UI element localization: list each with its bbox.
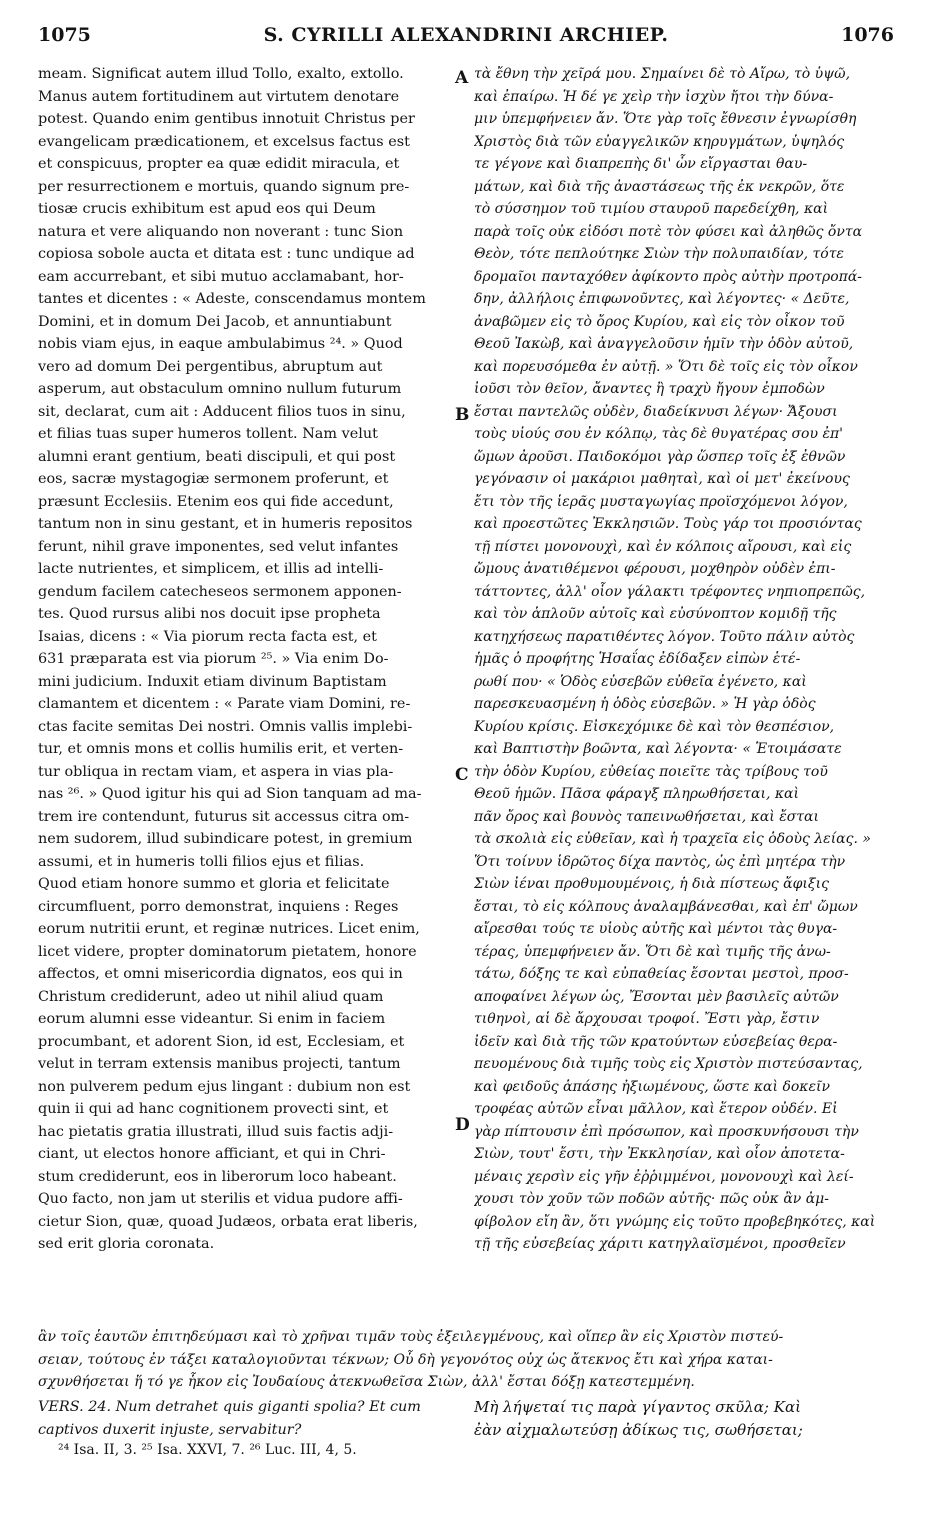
greek-line: ἰδεῖν καὶ διὰ τῆς τῶν κρατούντων εὐσεβείας θερα- [474,1033,838,1050]
verse-latin [38,1396,458,1441]
greek-line: ἡμᾶς ὁ προφήτης Ἡσαΐας ἐδίδαξεν εἰπὼν ἑτέ- [474,651,801,667]
greek-line: τάττοντες, ἀλλ' οἷον γάλακτι τρέφοντες νηπιοπρεπῶς, [474,583,866,600]
latin-line: mini judicium. Induxit etiam divinum Baptistam [38,673,387,690]
latin-line: Christum crediderunt, adeo ut nihil aliud quam [38,988,384,1005]
verse-greek-line: Μὴ λήψεταί τις παρὰ γίγαντος σκῦλα; Καὶ [474,1398,801,1416]
greek-line: τῇ πίστει μονονουχὶ, καὶ ἐν κόλποις αἴρουσι, καὶ εἰς [474,538,852,555]
latin-line: lacte nutrientes, et simplicem, et illis ad intelli- [38,561,384,577]
latin-line: affectos, et omni misericordia dignatos, eos qui in [38,966,403,982]
greek-line: ρωθί που· « Ὁδὸς εὐσεβῶν εὐθεῖα ἐγένετο, καὶ [474,673,807,690]
latin-line: Domini, et in domum Dei Jacob, et annuntiabunt [38,313,392,330]
greek-line: καὶ Βαπτιστὴν βοῶντα, καὶ λέγοντα· « Ἑτοιμάσατε [474,741,842,757]
latin-line: sit, declarat, cum ait : Adducent filios tuos in sinu, [38,403,406,420]
greek-line: παρὰ τοῖς οὐκ εἰδόσι ποτὲ τὸν φύσει καὶ ἀληθῶς ὄντα [474,223,863,240]
greek-line: τε γέγονε καὶ διαπρεπὴς δι' ὧν εἴργασται θαυ- [474,156,808,172]
latin-line: ferunt, nihil grave imponentes, sed velut infantes [38,538,399,555]
latin-line: copiosa sobole aucta et ditata est : tunc undique ad [38,246,415,262]
latin-line: 631 præparata est via piorum ²⁵. » Via enim Do- [38,651,389,667]
greek-line: Θεοῦ ἡμῶν. Πᾶσα φάραγξ πληρωθήσεται, καὶ [474,786,799,802]
latin-line: præsunt Ecclesiis. Etenim eos qui fide accedunt, [38,493,394,510]
latin-line: et conspicuus, propter ea quæ edidit miracula, et [38,156,400,172]
greek-line: τροφέας αὐτῶν εἶναι μᾶλλον, καὶ ἕτερον οὐδέν. Εἰ [474,1101,838,1117]
greek-bottom-line: ἂν τοῖς ἑαυτῶν ἐπιτηδεύμασι καὶ τὸ χρῆναι τιμᾶν τοὺς ἐξειλεγμένους, καὶ οἵπερ ἂν εἰς Χριστὸν πιστεύ- [38,1329,784,1345]
greek-line: Σιὼν, τουτ' ἔστι, τὴν Ἐκκλησίαν, καὶ οἷον ἀποτετα- [474,1146,845,1162]
greek-line: τῇ τῆς εὐσεβείας χάριτι κατηγλαϊσμένοι, προσθεῖεν [474,1236,846,1252]
latin-line: et filias tuas super humeros tollent. Nam velut [38,426,378,442]
greek-line: Ὅτι τοίνυν ἱδρῶτος δίχα παντὸς, ὡς ἐπὶ μητέρα τὴν [474,853,846,870]
latin-line: licet videre, propter dominatorum pietatem, honore [38,943,417,960]
greek-line: τέρας, ὑπεμφήνειεν ἄν. Ὅτι δὲ καὶ τιμῆς τῆς ἀνω- [474,943,831,960]
greek-line: Χριστὸς διὰ τῶν εὐαγγελικῶν κηρυγμάτων, ὑψηλός [474,133,845,150]
verse-latin-line: VERS. 24. Num detrahet quis giganti spolia? Et cum [38,1399,421,1415]
verse-greek [474,1396,898,1441]
latin-line: Quo facto, non jam ut sterilis et vidua pudore affi- [38,1191,403,1207]
greek-line: ἔσται παντελῶς οὐδὲν, διαδείκνυσι λέγων· Ἄξουσι [474,403,838,420]
latin-line: cietur Sion, quæ, quoad Judæos, orbata erat liberis, [38,1213,418,1230]
latin-line: evangelicam prædicationem, et excelsus factus est [38,133,410,150]
latin-line: meam. Significat autem illud Tollo, exalto, extollo. [38,66,404,82]
greek-line: αἴρεσθαι τούς τε υἱοὺς αὐτῆς καὶ μέντοι τὰς θυγα- [474,921,838,937]
greek-line: παρεσκευασμένη ἡ ὁδὸς εὐσεβῶν. » Ἡ γὰρ ὁδὸς [474,696,816,712]
latin-line: clamantem et dicentem : « Parate viam Domini, re- [38,696,411,712]
greek-line: Κυρίου κρίσις. Εἰσκεχόμικε δὲ καὶ τὸν θεσπέσιον, [474,718,835,735]
latin-line: ctas facite semitas Dei nostri. Omnis vallis implebi- [38,718,413,735]
greek-line: τὴν ὁδὸν Κυρίου, εὐθείας ποιεῖτε τὰς τρίβους τοῦ [474,763,828,780]
latin-line: per resurrectionem e mortuis, quando signum pre- [38,178,410,195]
margin-marker-b: B [455,405,470,425]
latin-line: vero ad domum Dei pergentibus, abruptum aut [38,358,383,375]
greek-line: δρομαῖοι πανταχόθεν ἀφίκοντο πρὸς αὐτὴν προτροπά- [474,268,863,285]
latin-line: Manus autem fortitudinem aut virtutem denotare [38,88,400,105]
greek-line: χουσι τὸν χοῦν τῶν ποδῶν αὐτῆς· πῶς οὐκ ἂν ἀμ- [474,1191,830,1207]
latin-line: potest. Quando enim gentibus innotuit Christus per [38,111,415,127]
greek-line: καὶ φειδοῦς ἁπάσης ἠξιωμένους, ὥστε καὶ δοκεῖν [474,1078,830,1095]
margin-marker-a: A [455,68,469,88]
greek-line: αποφαίνει λέγων ὡς, Ἔσονται μὲν βασιλεῖς αὐτῶν [474,988,839,1005]
greek-line: μάτων, καὶ διὰ τῆς ἀναστάσεως τῆς ἐκ νεκρῶν, ὅτε [474,178,845,195]
greek-full-width-continuation [38,1326,898,1394]
latin-line: tantum non in sinu gestant, et in humeris repositos [38,516,413,532]
latin-line: eos, sacræ mystagogiæ sermonem proferunt, et [38,471,389,487]
greek-line: πᾶν ὄρος καὶ βουνὸς ταπεινωθήσεται, καὶ ἔσται [474,808,819,825]
latin-line: velut in terram extensis manibus projecti, tantum [38,1056,401,1072]
latin-line: eorum nutritii erunt, et reginæ nutrices. Licet enim, [38,921,420,937]
greek-line: ὤμους ἀνατιθέμενοι φέρουσι, μοχθηρὸν οὐδὲν ἐπι- [474,561,836,577]
latin-line: assumi, et in humeris tolli filios ejus et filias. [38,853,365,870]
latin-column [38,63,452,1256]
greek-line: γὰρ πίπτουσιν ἐπὶ πρόσωπον, καὶ προσκυνήσουσι τὴν [474,1123,859,1140]
latin-line: gendum facilem catecheseos sermonem apponen- [38,583,402,600]
latin-line: trem ire contendunt, futurus sit accessus citra om- [38,808,410,825]
greek-line: ἰοῦσι τὸν θεῖον, ἄναντες ἢ τραχὺ ἤγουν ἐμποδὼν [474,381,825,397]
greek-line: τοὺς υἱούς σου ἐν κόλπῳ, τὰς δὲ θυγατέρας σου ἐπ' [474,426,844,442]
greek-line: Θεὸν, τότε πεπλούτηκε Σιὼν τὴν πολυπαιδίαν, τότε [474,246,844,262]
latin-line: hac pietatis gratia illustrati, illud suis factis adji- [38,1123,394,1140]
latin-line: ciant, ut electos honore afficiant, et qui in Chri- [38,1146,386,1162]
greek-line: καὶ τὸν ἁπλοῦν αὐτοῖς καὶ εὐσύνοπτον κομιδῇ τῆς [474,606,837,622]
greek-line: τὰ σκολιὰ εἰς εὐθεῖαν, καὶ ἡ τραχεῖα εἰς ὁδοὺς λείας. » [474,831,871,847]
latin-line: stum crediderunt, eos in liberorum loco habeant. [38,1168,397,1185]
greek-line: πευομένους διὰ τιμῆς τοὺς εἰς Χριστὸν πιστεύσαντας, [474,1056,863,1072]
greek-line: Θεοῦ Ἰακὼβ, καὶ ἀναγγελοῦσιν ἡμῖν τὴν ὁδὸν αὐτοῦ, [474,336,854,352]
page-number-left: 1075 [38,24,91,46]
greek-line: τιθηνοὶ, αἱ δὲ ἄρχουσαι τροφοί. Ἔστι γὰρ, ἔστιν [474,1011,820,1027]
greek-line: γεγόνασιν οἱ μακάριοι μαθηταὶ, καὶ οἱ μετ' ἐκείνους [474,471,850,487]
greek-line: φίβολον εἴη ἂν, ὅτι γνώμης εἰς τοῦτο προβεβηκότες, καὶ [474,1213,876,1230]
page-number-right: 1076 [841,24,894,46]
greek-line: ἀναβῶμεν εἰς τὸ ὄρος Κυρίου, καὶ εἰς τὸν οἶκον τοῦ [474,313,845,330]
latin-line: quin ii qui ad hanc cognitionem provecti sint, et [38,1101,389,1117]
greek-line: τάτω, δόξης τε καὶ εὐπαθείας ἔσονται μεστοὶ, προσ- [474,966,849,982]
latin-line: tur obliqua in rectam viam, et aspera in vias pla- [38,763,394,780]
greek-line: μέναις χερσὶν εἰς γῆν ἐῤῥιμμένοι, μονονουχὶ καὶ λεί- [474,1168,854,1185]
greek-line: ἔτι τὸν τῆς ἱερᾶς μυσταγωγίας προϊσχόμενοι λόγον, [474,493,848,510]
latin-line: nas ²⁶. » Quod igitur his qui ad Sion tanquam ad ma- [38,786,422,802]
latin-line: procumbant, et adorent Sion, id est, Ecclesiam, et [38,1033,405,1050]
page-header [38,24,894,60]
greek-line: καὶ ἐπαίρω. Ἡ δέ γε χεὶρ τὴν ἰσχὺν ἤτοι τὴν δύνα- [474,88,834,105]
greek-line: ἔσται, τὸ εἰς κόλπους ἀναλαμβάνεσθαι, καὶ ἐπ' ὤμων [474,898,858,915]
greek-line: Σιὼν ἰέναι προθυμουμένοις, ἡ διὰ πίστεως ἄφιξις [474,876,829,892]
latin-line: non pulverem pedum ejus lingant : dubium non est [38,1078,411,1095]
latin-line: circumfluent, porro demonstrat, inquiens : Reges [38,898,399,915]
greek-line: ὤμων ἀροῦσι. Παιδοκόμοι γὰρ ὥσπερ τοῖς ἐξ ἐθνῶν [474,448,846,465]
running-title: S. CYRILLI ALEXANDRINI ARCHIEP. [263,24,669,46]
greek-line: καὶ πορευσόμεθα ἐν αὐτῇ. » Ὅτι δὲ τοῖς εἰς τὸν οἶκον [474,358,858,375]
latin-line: nobis viam ejus, in eaque ambulabimus ²⁴. » Quod [38,336,403,352]
latin-line: Isaias, dicens : « Via piorum recta facta est, et [38,628,377,645]
latin-line: asperum, aut obstaculum omnino nullum futurum [38,381,402,397]
latin-line: eam accurrebant, et sibi mutuo acclamabant, hor- [38,268,404,285]
greek-column [474,63,898,1256]
latin-line: Quod etiam honore summo et gloria et felicitate [38,876,390,892]
latin-line: alumni erant gentium, beati discipuli, et qui post [38,448,396,465]
latin-line: eorum alumni esse videantur. Si enim in faciem [38,1011,386,1027]
latin-line: tiosæ crucis exhibitum est apud eos qui Deum [38,201,376,217]
greek-bottom-line: σχυνθήσεται ἥ τό γε ἧκον εἰς Ἰουδαίους ἀτεκνωθεῖσα Σιὼν, ἀλλ' ἔσται δόξῃ κατεστεμμένη. [38,1374,695,1390]
latin-line: tes. Quod rursus alibi nos docuit ipse propheta [38,606,381,622]
verse-latin-line: captivos duxerit injuste, servabitur? [38,1421,302,1438]
greek-line: κατηχήσεως παρατιθέντες λόγον. Τοῦτο πάλιν αὐτὸς [474,628,855,645]
latin-line: tur, et omnis mons et collis humilis erit, et verten- [38,741,404,757]
greek-line: μιν ὑπεμφήνειεν ἄν. Ὅτε γὰρ τοῖς ἔθνεσιν ἐγνωρίσθη [474,111,857,127]
greek-bottom-line: σειαν, τούτους ἐν τάξει καταλογιοῦνται τέκνων; Οὗ δὴ γεγονότος οὐχ ὡς ἄτεκνος ἔτι καὶ χήρα καται- [38,1351,773,1368]
latin-line: tantes et dicentes : « Adeste, conscendamus montem [38,291,426,307]
latin-line: natura et vere aliquando non noverant : tunc Sion [38,223,404,240]
margin-marker-d: D [455,1115,470,1135]
latin-line: sed erit gloria coronata. [38,1236,215,1252]
greek-line: τὰ ἔθνη τὴν χεῖρά μου. Σημαίνει δὲ τὸ Αἴρω, τὸ ὑψῶ, [474,66,851,82]
verse-greek-line: ἐὰν αἰχμαλωτεύσῃ ἀδίκως τις, σωθήσεται; [474,1420,803,1439]
greek-line: δην, ἀλλήλοις ἐπιφωνοῦντες, καὶ λέγοντες· « Δεῦτε, [474,291,850,307]
greek-line: καὶ προεστῶτες Ἐκκλησιῶν. Τοὺς γάρ τοι προσιόντας [474,516,862,532]
footnotes: ²⁴ Isa. II, 3. ²⁵ Isa. XXVI, 7. ²⁶ Luc. III, 4, 5. [58,1442,357,1458]
greek-line: τὸ σύσσημον τοῦ τιμίου σταυροῦ παρεδείχθη, καὶ [474,201,829,217]
latin-line: nem sudorem, illud subindicare potest, in gremium [38,831,413,847]
margin-marker-c: C [455,765,469,785]
